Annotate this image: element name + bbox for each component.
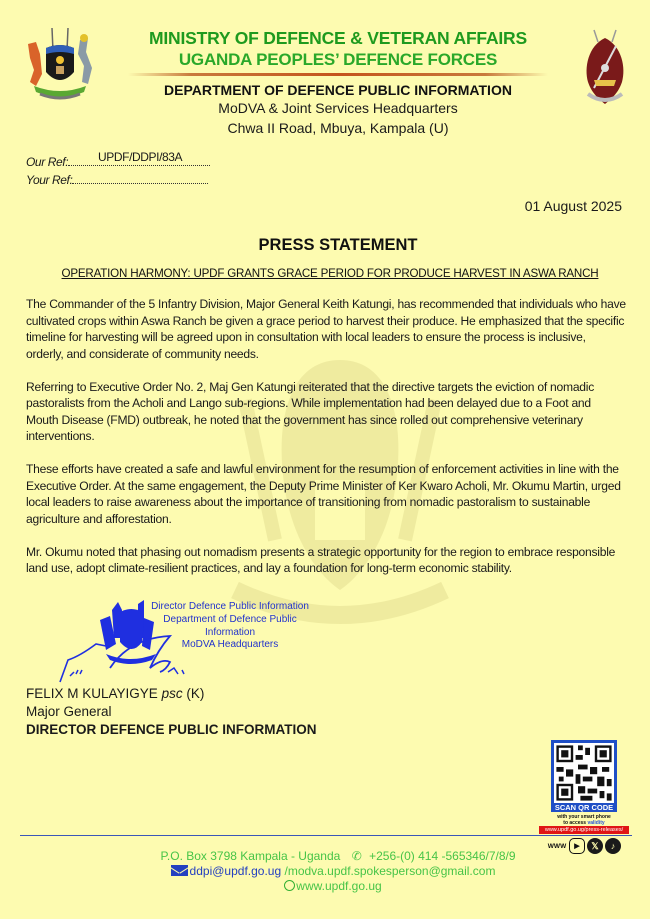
qr-code[interactable] [551,740,617,812]
press-releases-link[interactable]: www.updf.go.ug/press-releases/ [539,826,629,834]
po-box: P.O. Box 3798 Kampala - Uganda [160,849,341,863]
phone-number: +256-(0) 414 -565346/7/8/9 [369,849,516,863]
qr-scan-label: SCAN QR CODE [551,803,617,812]
headquarters-address: Chwa II Road, Mbuya, Kampala (U) [227,120,449,136]
statement-body [26,296,626,593]
your-ref [26,173,208,187]
website-link[interactable]: www.updf.go.ug [296,879,382,893]
globe-icon [284,880,295,891]
email-secondary[interactable]: /modva.updf.spokesperson@gmail.com [284,864,496,878]
qr-instruction-prefix: to access [563,820,587,826]
footer-website-line [0,879,650,893]
stamp-line: MoDVA Headquarters [181,639,279,651]
x-icon[interactable]: 𝕏 [587,838,603,854]
footer-contact-line [0,849,650,863]
signatory-postnominal: psc [161,686,183,701]
qr-code-icon [554,743,614,803]
our-ref-value: UPDF/DDPI/83A [98,150,183,164]
tiktok-icon[interactable]: ♪ [605,838,621,854]
paragraph: Referring to Executive Order No. 2, Maj Gen Katungi reiterated that the directive targets the eviction of nomadic pastoralists from the Acholi and Lango sub-regions. While implementation had been delayed due to a Foot and Mouth Disease (FMD) outbreak, he noted that the government has since rolled out comprehensive veterinary interventions. [26,379,595,443]
stamp-line: Department of Defence Public [163,613,297,625]
signatory-rank: Major General [26,704,112,719]
paragraph: These efforts have created a safe and lawful environment for the resumption of enforcement activities in line with the Executive Order. At the same engagement, the Deputy Prime Minister of Ker Kwaro Acholi, Mr. Okumu Martin, urged local leaders to raise awareness about the importance of transitioning from nomadic pastoralism to sustainable agriculture and afforestation. [26,462,621,526]
footer-divider [20,835,632,836]
qr-validity-word: validity [587,820,605,826]
headquarters-name: MoDVA & Joint Services Headquarters [218,100,458,116]
department-name: DEPARTMENT OF DEFENCE PUBLIC INFORMATION [164,82,512,98]
document-subtitle: OPERATION HARMONY: UPDF GRANTS GRACE PERIOD FOR PRODUCE HARVEST IN ASWA RANCH [61,267,599,280]
email-primary[interactable]: ddpi@updf.go.ug [189,864,282,878]
paragraph: Mr. Okumu noted that phasing out nomadism presents a strategic opportunity for the region to embrace responsible land use, adopt climate-resilient practices, and lay a foundation for long-term economic stability. [26,544,616,575]
ministry-name: MINISTRY OF DEFENCE & VETERAN AFFAIRS [149,28,527,48]
our-ref-label: Our Ref: [26,155,69,169]
signatory-name-text: FELIX M KULAYIGYE [26,686,158,701]
paragraph: The Commander of the 5 Infantry Division, Major General Keith Katungi, has recommended that individuals who have cultivated crops within Aswa Ranch be given a grace period to harvest their produce. He emphasized that the specific timeline for harvesting will be agreed upon in consultation with local leaders to ensure the process is inclusive, orderly, and considerate of community needs. [26,297,626,361]
signatory-title: DIRECTOR DEFENCE PUBLIC INFORMATION [26,722,317,737]
header-divider [128,73,548,76]
mail-icon [171,865,188,876]
stamp-text [140,601,320,652]
qr-instruction: with your smart phone [557,814,611,820]
force-name: UGANDA PEOPLES’ DEFENCE FORCES [178,50,498,69]
statement-date: 01 August 2025 [524,198,622,214]
document-title: PRESS STATEMENT [258,236,418,254]
stamp-line: Director Defence Public Information [151,601,309,612]
your-ref-label: Your Ref: [26,173,73,187]
footer-email-line [0,864,650,878]
signatory-name [26,686,204,701]
signatory-suffix: (K) [186,686,205,701]
stamp-line: Information [204,626,256,638]
youtube-icon[interactable]: ▶ [569,838,585,854]
your-ref-line [72,173,208,184]
phone-icon: ✆ [351,849,362,863]
www-icon[interactable]: WWW [547,842,567,850]
